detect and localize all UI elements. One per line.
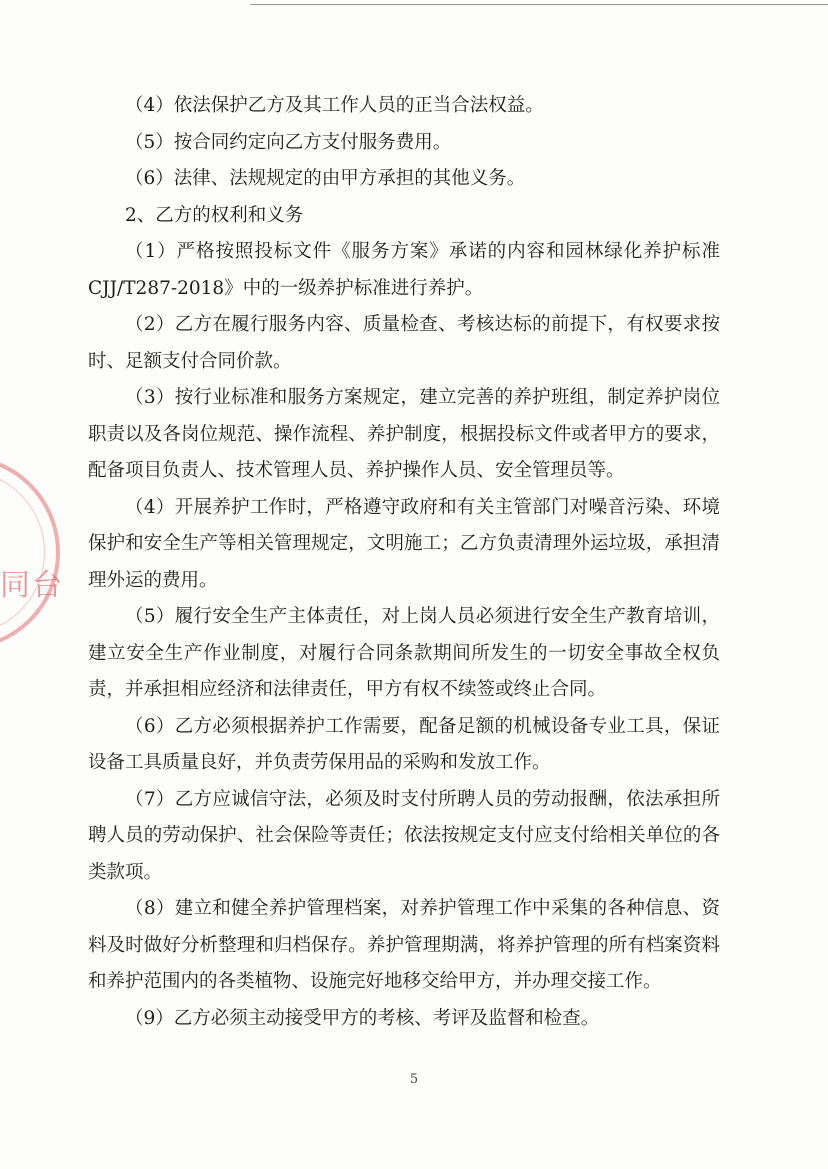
paragraph-party-b-item-9: （9）乙方必须主动接受甲方的考核、考评及监督和检查。 xyxy=(125,1007,600,1029)
paragraph-party-b-item-3: （3）按行业标准和服务方案规定，建立完善的养护班组，制定养护岗位职责以及各岗位规范、操作流程、养护制度，根据投标文件或者甲方的要求，配备项目负责人、技术管理人员、养护操作人员、安全管理员等。 xyxy=(88,387,720,481)
paragraph-party-b-item-7: （7）乙方应诚信守法，必须及时支付所聘人员的劳动报酬，依法承担所聘人员的劳动保护、社会保险等责任；依法按规定支付应支付给相关单位的各类款项。 xyxy=(88,788,720,883)
paragraph-party-a-duty-6: （6）法律、法规规定的由甲方承担的其他义务。 xyxy=(125,168,526,189)
paragraph-party-a-duty-4: （4）依法保护乙方及其工作人员的正当合法权益。 xyxy=(125,95,544,116)
page-number: 5 xyxy=(409,1072,419,1087)
document-body xyxy=(88,88,720,1037)
scan-top-edge-line xyxy=(250,4,828,5)
paragraph-party-a-duty-5: （5）按合同约定向乙方支付服务费用。 xyxy=(125,131,452,153)
paragraph-party-b-item-2: （2）乙方在履行服务内容、质量检查、考核达标的前提下，有权要求按时、足额支付合同价款。 xyxy=(88,314,720,372)
paragraph-party-b-item-6: （6）乙方必须根据养护工作需要，配备足额的机械设备专业工具，保证设备工具质量良好，并负责劳保用品的采购和发放工作。 xyxy=(88,715,720,773)
paragraph-party-b-item-5: （5）履行安全生产主体责任，对上岗人员必须进行安全生产教育培训，建立安全生产作业制度，对履行合同条款期间所发生的一切安全事故全权负责，并承担相应经济和法律责任，甲方有权不续签或终止合同。 xyxy=(88,606,720,700)
section-heading-party-b: 2、乙方的权利和义务 xyxy=(125,204,304,226)
paragraph-party-b-item-1: （1）严格按照投标文件《服务方案》承诺的内容和园林绿化养护标准CJJ/T287-2018》中的一级养护标准进行养护。 xyxy=(88,241,720,299)
paragraph-party-b-item-8: （8）建立和健全养护管理档案，对养护管理工作中采集的各种信息、资料及时做好分析整理和归档保存。养护管理期满，将养护管理的所有档案资料和养护范围内的各类植物、设施完好地移交给甲方，并办理交接工作。 xyxy=(88,898,720,992)
paragraph-party-b-item-4: （4）开展养护工作时，严格遵守政府和有关主管部门对噪音污染、环境保护和安全生产等相关管理规定，文明施工；乙方负责清理外运垃圾，承担清理外运的费用。 xyxy=(88,496,720,591)
red-seal-stamp-text: 同台 xyxy=(0,568,64,603)
